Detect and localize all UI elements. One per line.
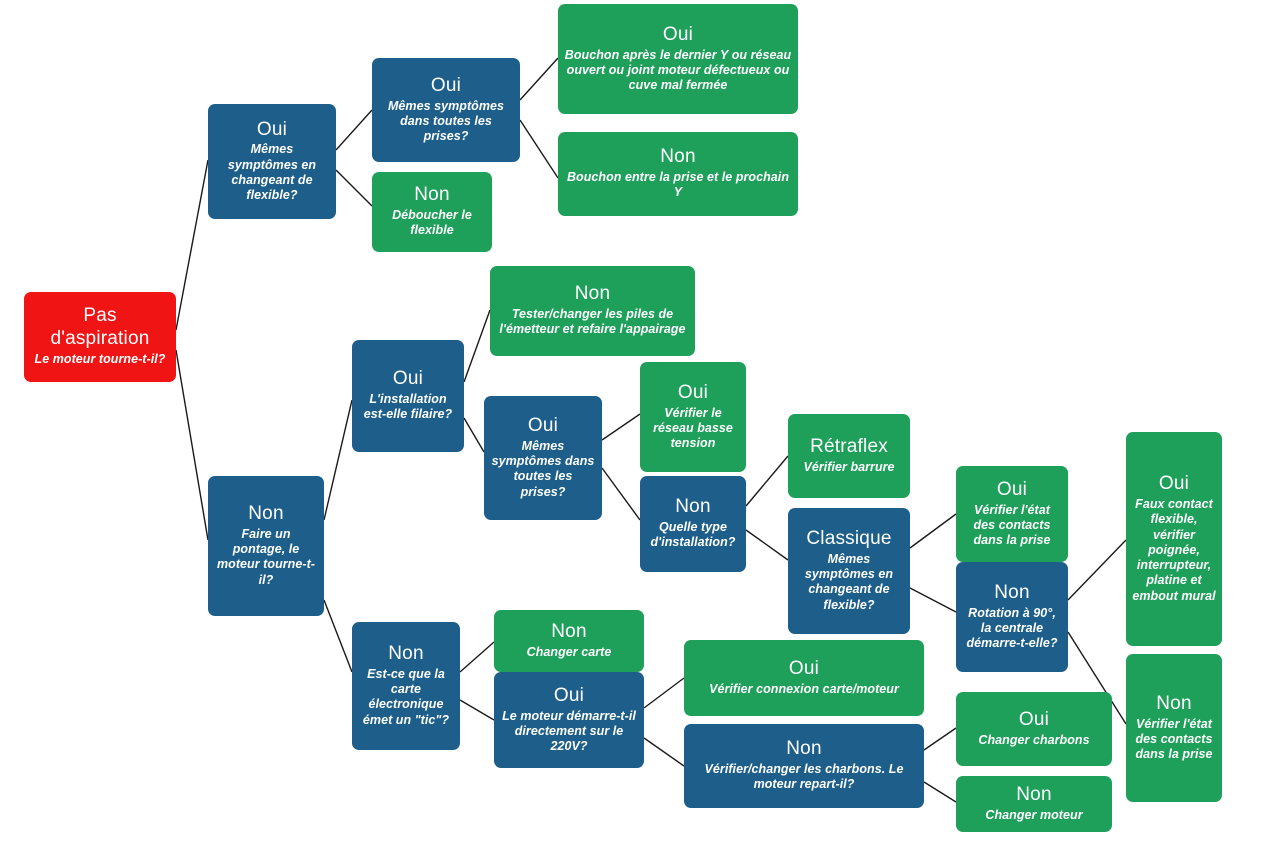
- node-n4[interactable]: [558, 4, 798, 114]
- node-title: Non: [414, 184, 450, 206]
- node-title: Non: [1156, 692, 1192, 714]
- edge-n18-n19: [460, 642, 494, 672]
- node-n22[interactable]: [684, 724, 924, 808]
- node-title: Oui: [392, 368, 424, 390]
- node-n6[interactable]: [208, 476, 324, 616]
- node-n16[interactable]: [1126, 432, 1222, 646]
- node-n13[interactable]: [788, 508, 910, 634]
- node-n0[interactable]: [24, 292, 176, 382]
- node-subtitle: Le moteur démarre-t-il directement sur le 220V?: [502, 708, 636, 754]
- node-n11[interactable]: [640, 476, 746, 572]
- node-n10[interactable]: [640, 362, 746, 472]
- node-title: Non: [994, 581, 1030, 603]
- node-subtitle: Est-ce que la carte électronique émet un "tic"?: [362, 666, 450, 727]
- node-subtitle: Tester/changer les piles de l'émetteur et refaire l'appairage: [499, 307, 686, 337]
- node-title: Oui: [662, 23, 694, 45]
- node-title: Pas: [83, 305, 117, 327]
- node-subtitle: Faire un pontage, le moteur tourne-t-il?: [216, 526, 315, 587]
- node-subtitle: Vérifier l'état des contacts dans la prise: [973, 502, 1051, 548]
- edge-n20-n22: [644, 738, 684, 766]
- node-n15[interactable]: [956, 562, 1068, 672]
- edge-n18-n20: [460, 700, 494, 720]
- node-n14[interactable]: [956, 466, 1068, 562]
- edge-n2-n4: [520, 58, 558, 100]
- node-title: Non: [786, 738, 822, 760]
- node-n12[interactable]: [788, 414, 910, 498]
- node-subtitle: Vérifier/changer les charbons. Le moteur repart-il?: [704, 762, 904, 792]
- node-subtitle: Changer moteur: [985, 807, 1083, 822]
- edge-n13-n14: [910, 514, 956, 548]
- node-subtitle: Rotation à 90°, la centrale démarre-t-elle?: [966, 605, 1058, 651]
- node-n21[interactable]: [684, 640, 924, 716]
- edge-n22-n23: [924, 728, 956, 750]
- node-title: Non: [388, 643, 424, 665]
- node-title: Oui: [1158, 473, 1190, 495]
- edge-n20-n21: [644, 678, 684, 708]
- node-n7[interactable]: [352, 340, 464, 452]
- node-title-line2: d'aspiration: [50, 328, 150, 350]
- node-subtitle: Déboucher le flexible: [392, 208, 472, 238]
- node-n8[interactable]: [490, 266, 695, 356]
- node-n18[interactable]: [352, 622, 460, 750]
- node-n24[interactable]: [956, 776, 1112, 832]
- edge-n0-n1: [176, 160, 208, 330]
- node-title: Oui: [527, 415, 559, 437]
- node-subtitle: Changer charbons: [978, 732, 1090, 747]
- node-n2[interactable]: [372, 58, 520, 162]
- node-n3[interactable]: [372, 172, 492, 252]
- edge-n13-n15: [910, 588, 956, 612]
- node-title: Oui: [788, 657, 820, 679]
- edge-n1-n3: [336, 170, 372, 206]
- node-title: Non: [574, 283, 611, 305]
- edge-n7-n9: [464, 418, 484, 452]
- node-title: Oui: [256, 118, 288, 140]
- node-subtitle: Vérifier le réseau basse tension: [653, 405, 733, 451]
- node-subtitle: Bouchon après le dernier Y ou réseau ouvert ou joint moteur défectueux ou cuve mal fermée: [564, 47, 792, 93]
- node-subtitle: Changer carte: [526, 644, 612, 659]
- node-title: Oui: [996, 478, 1028, 500]
- node-title: Oui: [677, 381, 709, 403]
- edge-n1-n2: [336, 110, 372, 150]
- edge-n2-n5: [520, 120, 558, 178]
- edge-n22-n24: [924, 782, 956, 802]
- node-title: Oui: [430, 74, 462, 96]
- edge-n9-n11: [602, 468, 640, 520]
- node-subtitle: Le moteur tourne-t-il?: [34, 352, 166, 367]
- node-title: Non: [551, 620, 587, 642]
- node-title: Oui: [1018, 708, 1050, 730]
- node-subtitle: Vérifier l'état des contacts dans la prise: [1135, 716, 1213, 762]
- node-n5[interactable]: [558, 132, 798, 216]
- node-n20[interactable]: [494, 672, 644, 768]
- node-title: Rétraflex: [810, 435, 888, 457]
- edge-n11-n13: [746, 530, 788, 560]
- edge-n15-n16: [1068, 540, 1126, 600]
- node-n1[interactable]: [208, 104, 336, 219]
- node-subtitle: Bouchon entre la prise et le prochain Y: [566, 170, 790, 200]
- node-title: Classique: [806, 528, 892, 550]
- node-subtitle: Faux contact flexible, vérifier poignée, interrupteur, platine et embout mural: [1132, 497, 1216, 603]
- node-subtitle: L'installation est-elle filaire?: [363, 392, 453, 422]
- node-n23[interactable]: [956, 692, 1112, 766]
- node-subtitle: Mêmes symptômes en changeant de flexible?: [804, 551, 894, 612]
- node-subtitle: Mêmes symptômes en changeant de flexible?: [227, 142, 317, 203]
- node-n19[interactable]: [494, 610, 644, 672]
- node-title: Non: [675, 496, 711, 518]
- node-title: Non: [660, 146, 696, 168]
- edge-n9-n10: [602, 414, 640, 440]
- edge-n6-n18: [324, 600, 352, 672]
- node-title: Non: [1016, 783, 1052, 805]
- edge-n6-n7: [324, 400, 352, 520]
- node-subtitle: Vérifier barrure: [803, 459, 895, 474]
- node-subtitle: Mêmes symptômes dans toutes les prises?: [491, 438, 595, 499]
- edge-n0-n6: [176, 350, 208, 540]
- node-title: Non: [248, 503, 284, 525]
- node-subtitle: Mêmes symptômes dans toutes les prises?: [387, 98, 505, 144]
- edge-n11-n12: [746, 456, 788, 506]
- node-n9[interactable]: [484, 396, 602, 520]
- node-subtitle: Vérifier connexion carte/moteur: [709, 681, 899, 696]
- node-title: Oui: [553, 684, 585, 706]
- node-n17[interactable]: [1126, 654, 1222, 802]
- edge-n7-n8: [464, 310, 490, 382]
- node-subtitle: Quelle type d'installation?: [650, 520, 736, 550]
